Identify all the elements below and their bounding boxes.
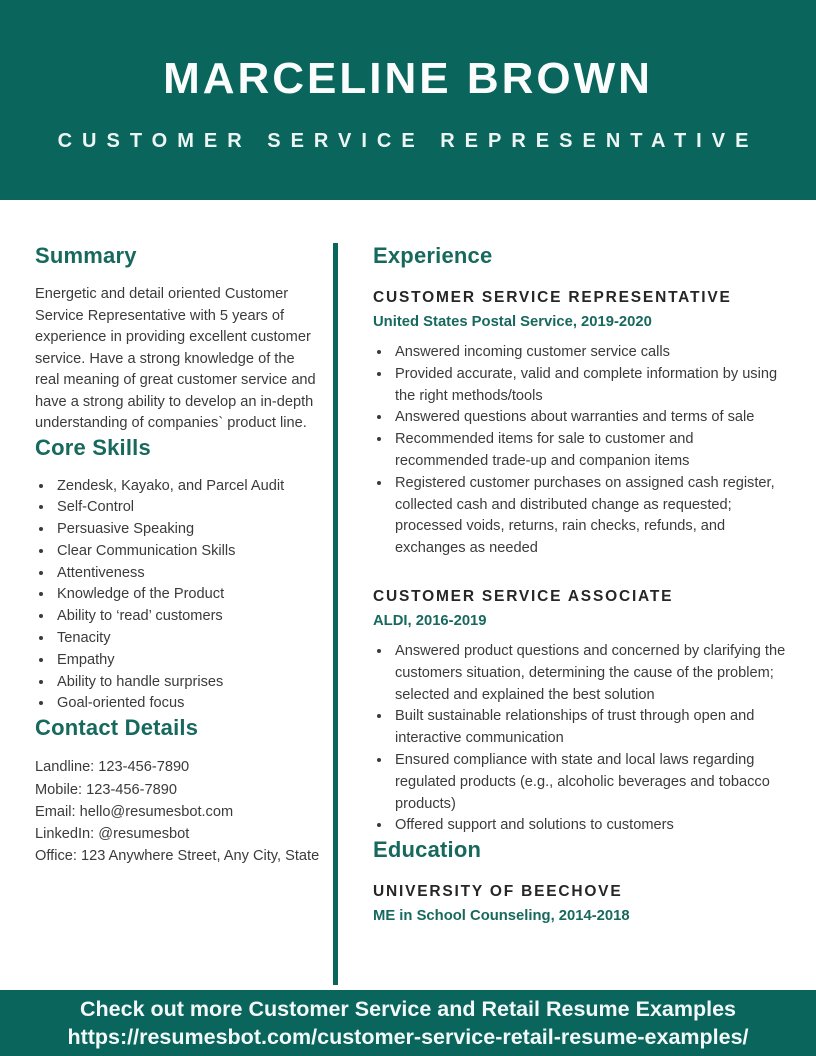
column-divider [333, 243, 338, 985]
skill-item: • Self-Control [54, 497, 320, 519]
experience-bullet: • Answered questions about warranties and terms of sale [392, 407, 790, 429]
footer [0, 990, 816, 1056]
summary-heading: Summary [35, 243, 137, 268]
experience-heading: Experience [373, 243, 493, 268]
job-title: CUSTOMER SERVICE ASSOCIATE [373, 587, 674, 605]
contact-details-heading: Contact Details [35, 715, 199, 741]
person-name: MARCELINE BROWN [163, 53, 653, 103]
left-column [35, 243, 320, 868]
job-company-dates: ALDI, 2016-2019 [373, 612, 487, 629]
experience-bullet: • Recommended items for sale to customer and recommended trade-up and companion items [392, 429, 790, 473]
skill-item: • Attentiveness [54, 563, 320, 585]
experience-bullet: • Offered support and solutions to customers [392, 815, 790, 837]
experience-bullet: • Answered incoming customer service calls [392, 342, 790, 364]
degree-dates: ME in School Counseling, 2014-2018 [373, 908, 630, 925]
job-entry [373, 289, 790, 560]
footer-text: Check out more Customer Service and Retail Resume Examples [80, 996, 736, 1021]
right-column [373, 243, 790, 924]
experience-bullet: • Registered customer purchases on assigned cash register, collected cash and distributed change as requested; processed voids, returns, rain checks, refunds, and exchanges as needed [392, 473, 790, 560]
skill-item: • Empathy [54, 650, 320, 672]
core-skills-list [35, 476, 320, 716]
core-skills-heading: Core Skills [35, 434, 151, 460]
content-area [0, 200, 816, 990]
contact-line: LinkedIn: @resumesbot [35, 826, 190, 843]
contact-line: Email: hello@resumesbot.com [35, 803, 234, 820]
skill-item: • Tenacity [54, 628, 320, 650]
contact-line: Office: 123 Anywhere Street, Any City, State [35, 848, 320, 865]
education-heading: Education [373, 837, 482, 863]
experience-bullet: • Built sustainable relationships of trust through open and interactive communication [392, 706, 790, 750]
summary-text: Energetic and detail oriented Customer Service Representative with 5 years of experience in providing excellent customer service. Have a strong knowledge of the real meaning of great customer service and have a strong ability to develop an in-depth understanding of companies` product line. [35, 286, 316, 431]
job-company-dates: United States Postal Service, 2019-2020 [373, 314, 652, 330]
footer-link[interactable]: https://resumesbot.com/customer-service-retail-resume-examples/ [67, 1025, 749, 1049]
contact-line: Mobile: 123-456-7890 [35, 781, 177, 798]
job-bullet-list [373, 641, 790, 837]
header [0, 0, 816, 200]
job-bullet-list [373, 342, 790, 560]
skill-item: • Goal-oriented focus [54, 693, 320, 715]
job-title: CUSTOMER SERVICE REPRESENTATIVE [373, 289, 732, 306]
skill-item: • Clear Communication Skills [54, 541, 320, 563]
skill-item: • Zendesk, Kayako, and Parcel Audit [54, 476, 320, 498]
experience-bullet: • Answered product questions and concerned by clarifying the customers situation, determining the cause of the problem; selected and explained the best solution [392, 641, 790, 706]
experience-bullet: • Ensured compliance with state and local laws regarding regulated products (e.g., alcoholic beverages and tobacco products) [392, 750, 790, 815]
person-job-title: CUSTOMER SERVICE REPRESENTATIVE [57, 129, 759, 152]
skill-item: • Ability to ‘read’ customers [54, 606, 320, 628]
contact-line: Landline: 123-456-7890 [35, 759, 190, 776]
school-name: UNIVERSITY OF BEECHOVE [373, 883, 623, 901]
experience-bullet: • Provided accurate, valid and complete information by using the right methods/tools [392, 364, 790, 408]
contact-list [35, 756, 320, 867]
skill-item: • Knowledge of the Product [54, 584, 320, 606]
job-entry [373, 588, 790, 837]
skill-item: • Ability to handle surprises [54, 672, 320, 694]
skill-item: • Persuasive Speaking [54, 519, 320, 541]
